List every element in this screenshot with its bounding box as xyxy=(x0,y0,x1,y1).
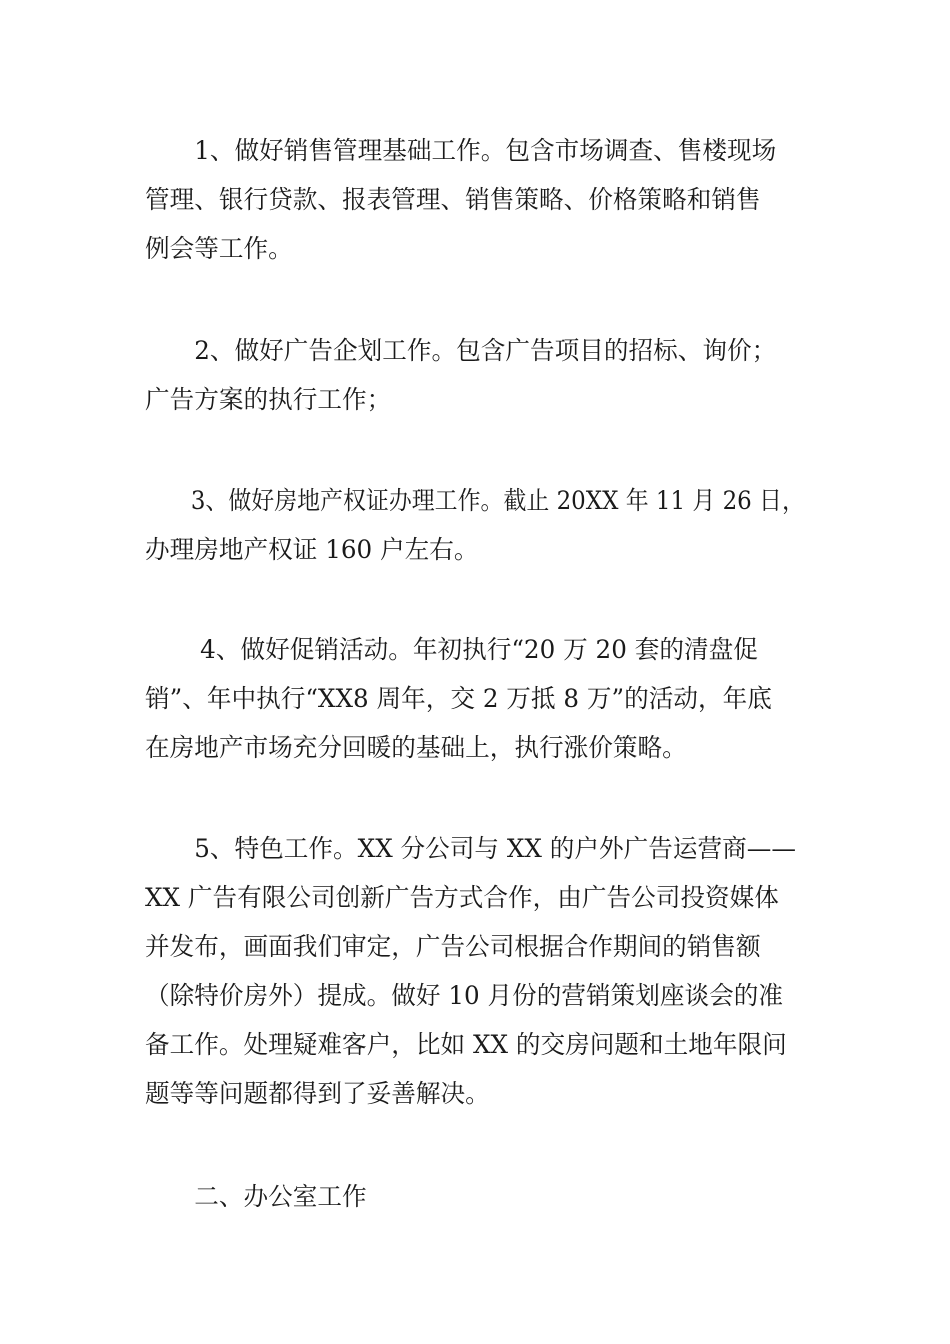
paragraph-line: 题等等问题都得到了妥善解决。 xyxy=(145,1079,490,1108)
section-heading-office-work xyxy=(145,1172,815,1221)
paragraph-line: 例会等工作。 xyxy=(145,234,293,263)
paragraph-line: 1、做好销售管理基础工作。包含市场调查、售楼现场 xyxy=(194,136,777,165)
paragraph-line: 管理、银行贷款、报表管理、销售策略、价格策略和销售 xyxy=(145,185,761,214)
paragraph-line: 广告方案的执行工作； xyxy=(145,385,392,414)
paragraph-line: 备工作。处理疑难客户，比如 XX 的交房问题和土地年限问 xyxy=(145,1030,787,1059)
paragraph-sales-management xyxy=(145,126,815,273)
paragraph-promotions xyxy=(145,625,815,772)
paragraph-property-certificates xyxy=(145,476,815,574)
section-heading-text: 二、办公室工作 xyxy=(194,1182,367,1211)
paragraph-line: 2、做好广告企划工作。包含广告项目的招标、询价； xyxy=(194,336,777,365)
paragraph-line: XX 广告有限公司创新广告方式合作，由广告公司投资媒体 xyxy=(145,883,779,912)
paragraph-line: （除特价房外）提成。做好 10 月份的营销策划座谈会的准 xyxy=(145,981,784,1010)
paragraph-line: 办理房地产权证 160 户左右。 xyxy=(145,535,479,564)
paragraph-line: 并发布，画面我们审定，广告公司根据合作期间的销售额 xyxy=(145,932,761,961)
paragraph-advertising xyxy=(145,326,815,424)
paragraph-line: 5、特色工作。XX 分公司与 XX 的户外广告运营商—— xyxy=(194,834,797,863)
paragraph-line: 3、做好房地产权证办理工作。截止 20XX 年 11 月 26 日， xyxy=(190,486,805,515)
paragraph-line: 在房地产市场充分回暖的基础上，执行涨价策略。 xyxy=(145,733,687,762)
paragraph-special-work xyxy=(145,824,815,1118)
paragraph-line: 销”、年中执行“XX8 周年，交 2 万抵 8 万”的活动，年底 xyxy=(145,684,772,713)
paragraph-line: 4、做好促销活动。年初执行“20 万 20 套的清盘促 xyxy=(200,635,758,664)
